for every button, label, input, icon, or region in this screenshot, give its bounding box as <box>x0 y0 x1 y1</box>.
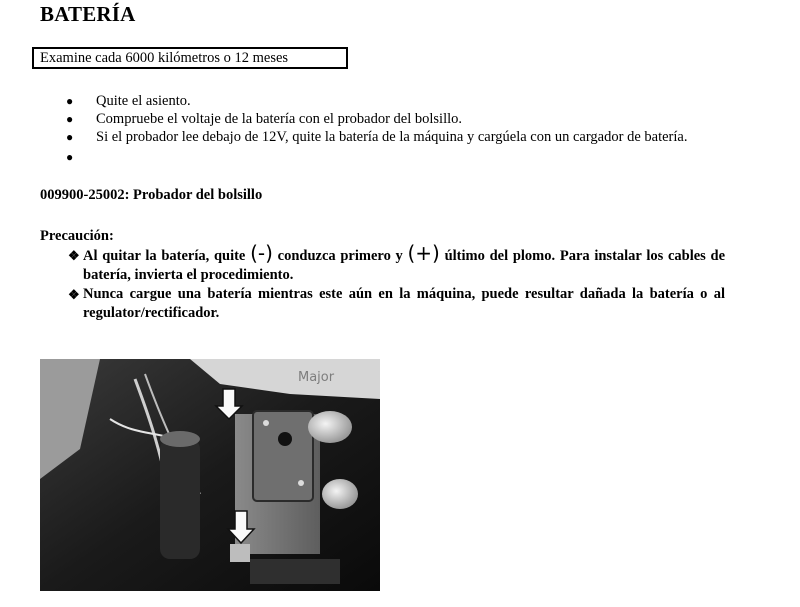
list-item <box>0 92 730 110</box>
tool-reference: 009900-25002: Probador del bolsillo <box>40 187 263 203</box>
procedure-steps <box>0 92 730 166</box>
caution-text: último del plomo. Para instalar los cables de batería, invierta el procedimiento. <box>83 248 726 283</box>
minus-terminal-sign: (-) <box>250 241 273 265</box>
battery-photo <box>40 359 380 591</box>
step-text: Si el probador lee debajo de 12V, quite la batería de la máquina y cargúela con un cargador de batería. <box>96 129 688 145</box>
caution-list <box>0 241 726 323</box>
step-text: Quite el asiento. <box>96 93 191 109</box>
bullet-icon: ● <box>66 94 74 108</box>
bullet-icon: ● <box>66 150 74 164</box>
caution-item <box>0 241 726 285</box>
caution-heading: Precaución: <box>40 228 114 244</box>
caution-text: conduzca primero y <box>277 248 403 264</box>
photo-overlay-text: Major <box>298 370 335 385</box>
list-item-empty <box>0 148 730 166</box>
caution-item <box>0 285 725 323</box>
bullet-icon: ● <box>66 130 74 144</box>
diamond-bullet-icon: ❖ <box>68 248 80 263</box>
plus-terminal-sign: (+) <box>407 241 440 265</box>
inspection-interval-box: Examine cada 6000 kilómetros o 12 meses <box>32 47 348 69</box>
diamond-bullet-icon: ❖ <box>68 287 80 302</box>
page-title: BATERÍA <box>40 2 136 26</box>
bullet-icon: ● <box>66 112 74 126</box>
list-item <box>0 110 730 128</box>
list-item <box>0 128 730 146</box>
caution-text: Al quitar la batería, quite <box>83 248 246 264</box>
caution-text: Nunca cargue una batería mientras este aún en la máquina, puede resultar dañada la batería o al regulator/rectificador. <box>83 286 725 321</box>
step-text: Compruebe el voltaje de la batería con el probador del bolsillo. <box>96 111 463 127</box>
